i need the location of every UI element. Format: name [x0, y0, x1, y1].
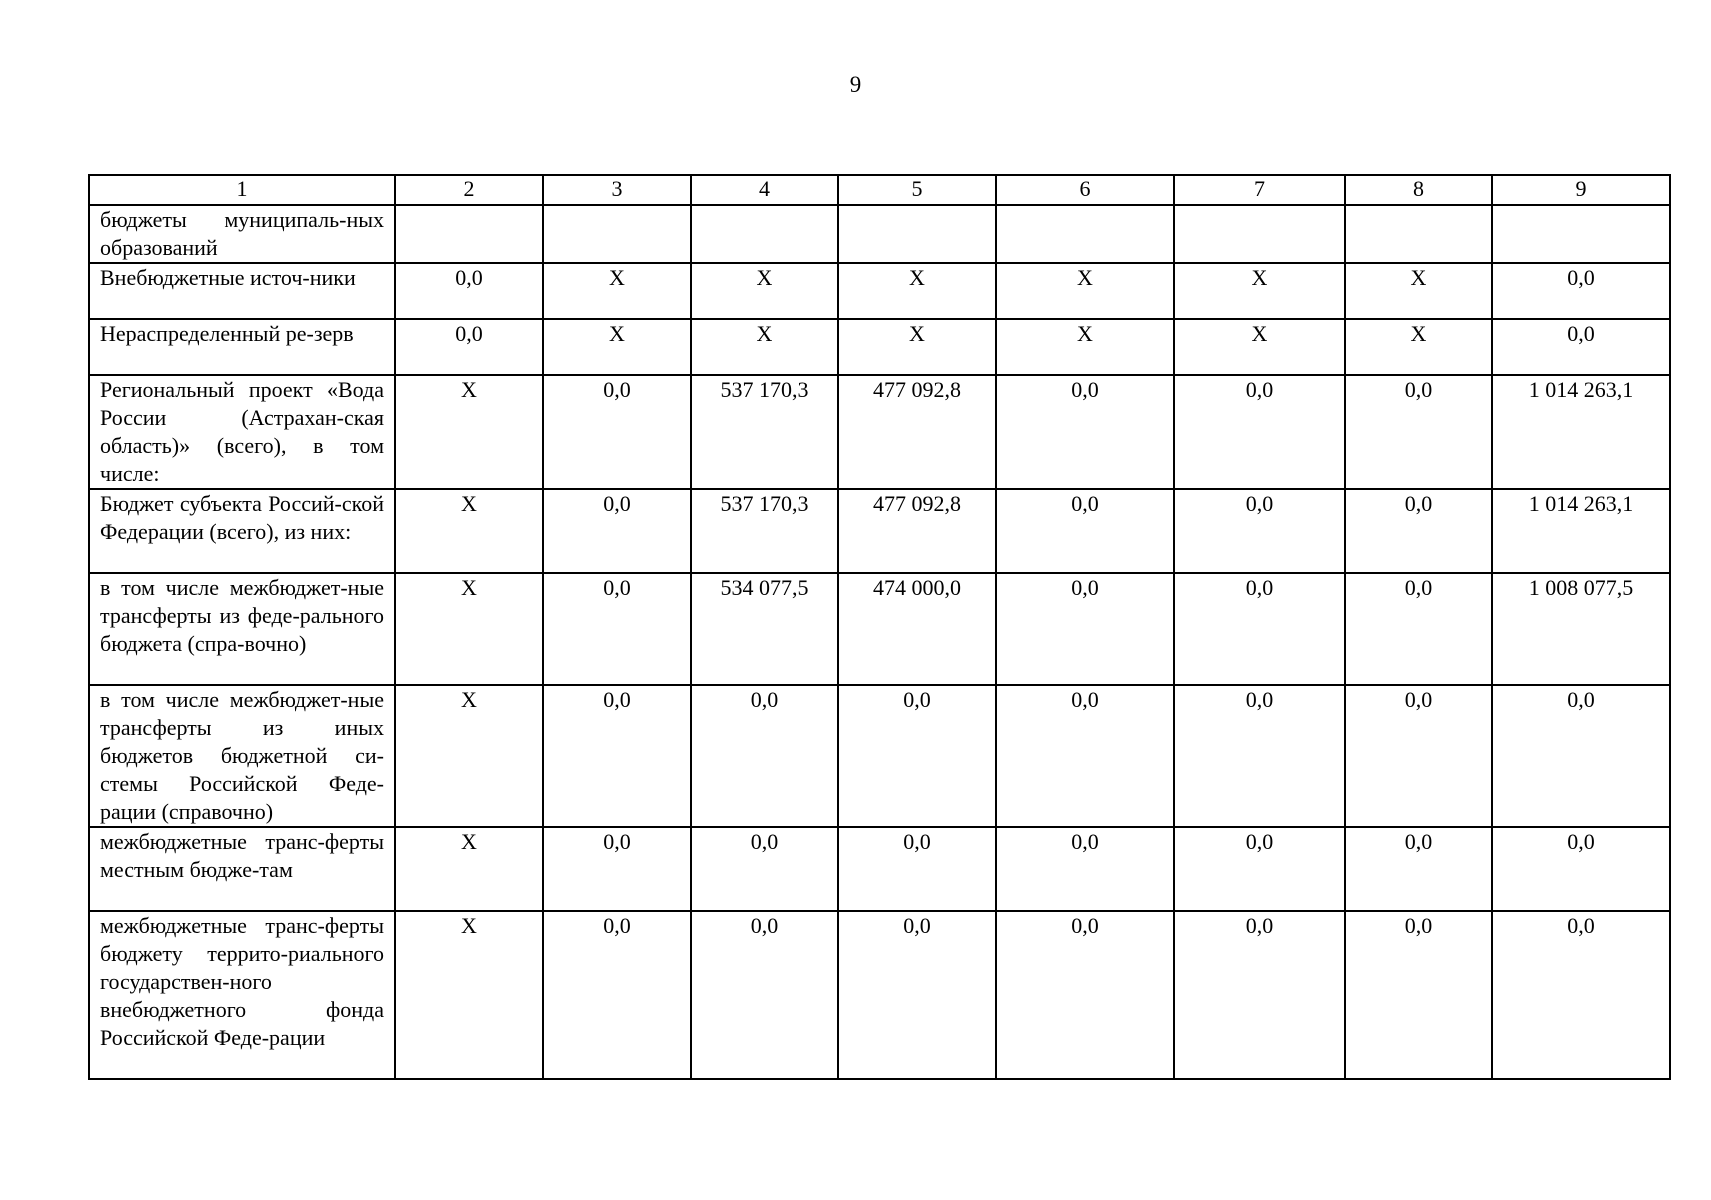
table-cell: 0,0: [1174, 489, 1345, 573]
table-cell: 0,0: [838, 827, 996, 911]
column-header: 5: [838, 175, 996, 205]
table-cell: X: [395, 685, 543, 827]
page-number: 9: [849, 72, 862, 97]
table-cell: 0,0: [996, 375, 1174, 489]
table-cell: 0,0: [1345, 827, 1492, 911]
table-row: [89, 263, 1670, 319]
table-cell: 474 000,0: [838, 573, 996, 685]
table-cell: 1 014 263,1: [1492, 489, 1670, 573]
table-cell: 477 092,8: [838, 375, 996, 489]
table-cell: [395, 205, 543, 263]
table-cell: 534 077,5: [691, 573, 838, 685]
column-header: 3: [543, 175, 691, 205]
column-header: 7: [1174, 175, 1345, 205]
table-cell: 0,0: [1345, 573, 1492, 685]
table-cell: 0,0: [395, 263, 543, 319]
table-cell: X: [691, 319, 838, 375]
table-cell: 0,0: [543, 573, 691, 685]
table-cell: X: [691, 263, 838, 319]
column-header: 6: [996, 175, 1174, 205]
row-label: Внебюджетные источ-ники: [89, 263, 395, 319]
table-cell: 0,0: [838, 685, 996, 827]
table-cell: 0,0: [1174, 911, 1345, 1079]
table-cell: 0,0: [543, 375, 691, 489]
table-cell: 0,0: [1492, 263, 1670, 319]
column-header: 2: [395, 175, 543, 205]
table-cell: X: [395, 911, 543, 1079]
table-row: [89, 319, 1670, 375]
table-row: [89, 205, 1670, 263]
table-cell: 1 014 263,1: [1492, 375, 1670, 489]
table-cell: 0,0: [543, 489, 691, 573]
table-cell: X: [395, 489, 543, 573]
table-cell: 0,0: [1345, 911, 1492, 1079]
table-cell: X: [838, 263, 996, 319]
table-cell: 0,0: [1174, 827, 1345, 911]
table-row: [89, 573, 1670, 685]
row-label: бюджеты муниципаль-ных образований: [89, 205, 395, 263]
table-cell: 0,0: [543, 827, 691, 911]
table-cell: 477 092,8: [838, 489, 996, 573]
table-cell: 0,0: [1345, 375, 1492, 489]
table-cell: 0,0: [838, 911, 996, 1079]
row-label: в том числе межбюджет-ные трансферты из иных бюджетов бюджетной си-стемы Российской Феде-рации (справочно): [89, 685, 395, 827]
table-cell: 537 170,3: [691, 489, 838, 573]
table-cell: 0,0: [1492, 827, 1670, 911]
table-cell: X: [543, 319, 691, 375]
table-body: [89, 175, 1670, 1079]
row-label: межбюджетные транс-ферты бюджету террито-риального государствен-ного внебюджетного фонда Российской Феде-рации: [89, 911, 395, 1079]
table-cell: 0,0: [395, 319, 543, 375]
table-cell: X: [395, 573, 543, 685]
table-cell: 0,0: [543, 911, 691, 1079]
table-cell: 0,0: [1492, 319, 1670, 375]
table-cell: [1174, 205, 1345, 263]
row-label: Региональный проект «Вода России (Астрахан-ская область)» (всего), в том числе:: [89, 375, 395, 489]
table-cell: [838, 205, 996, 263]
table-cell: X: [1174, 263, 1345, 319]
table-cell: 0,0: [1174, 375, 1345, 489]
table-cell: X: [1345, 319, 1492, 375]
table-cell: 0,0: [1492, 685, 1670, 827]
budget-table: [88, 174, 1671, 1080]
table-cell: 0,0: [996, 911, 1174, 1079]
table-cell: 0,0: [996, 827, 1174, 911]
column-header: 4: [691, 175, 838, 205]
table-cell: 0,0: [691, 685, 838, 827]
table-cell: 0,0: [1174, 573, 1345, 685]
table-cell: [1345, 205, 1492, 263]
row-label: Бюджет субъекта Россий-ской Федерации (всего), из них:: [89, 489, 395, 573]
table-cell: 0,0: [996, 685, 1174, 827]
table-cell: 0,0: [996, 489, 1174, 573]
table-cell: X: [395, 827, 543, 911]
table-cell: 0,0: [1345, 489, 1492, 573]
table-row: [89, 685, 1670, 827]
table-cell: [691, 205, 838, 263]
row-label: в том числе межбюджет-ные трансферты из феде-рального бюджета (спра-вочно): [89, 573, 395, 685]
table-row: [89, 911, 1670, 1079]
table-cell: [543, 205, 691, 263]
table-cell: [996, 205, 1174, 263]
row-label: Нераспределенный ре-зерв: [89, 319, 395, 375]
table-header-row: [89, 175, 1670, 205]
table-cell: X: [838, 319, 996, 375]
table-cell: X: [1174, 319, 1345, 375]
table-cell: 537 170,3: [691, 375, 838, 489]
table-cell: X: [395, 375, 543, 489]
row-label: межбюджетные транс-ферты местным бюдже-там: [89, 827, 395, 911]
table-cell: 0,0: [691, 911, 838, 1079]
table-cell: 0,0: [543, 685, 691, 827]
table-cell: 0,0: [1492, 911, 1670, 1079]
table-cell: 0,0: [996, 573, 1174, 685]
table-cell: [1492, 205, 1670, 263]
table-row: [89, 489, 1670, 573]
table-cell: X: [1345, 263, 1492, 319]
table-row: [89, 827, 1670, 911]
table-cell: 0,0: [691, 827, 838, 911]
table-cell: 0,0: [1345, 685, 1492, 827]
table-cell: 0,0: [1174, 685, 1345, 827]
table-row: [89, 375, 1670, 489]
table-cell: X: [543, 263, 691, 319]
column-header: 1: [89, 175, 395, 205]
column-header: 8: [1345, 175, 1492, 205]
table-cell: X: [996, 263, 1174, 319]
table-cell: X: [996, 319, 1174, 375]
column-header: 9: [1492, 175, 1670, 205]
table-cell: 1 008 077,5: [1492, 573, 1670, 685]
